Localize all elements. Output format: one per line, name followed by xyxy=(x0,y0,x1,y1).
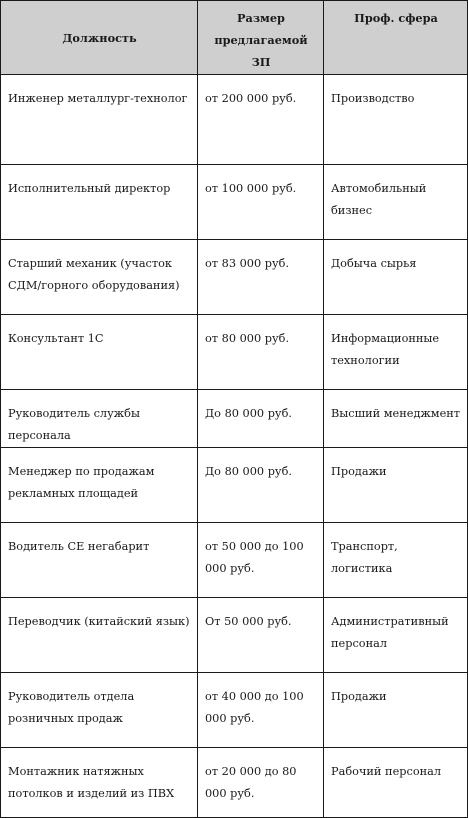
table-row xyxy=(1,75,468,165)
sphere-cell: Продажи xyxy=(324,673,468,748)
table-row xyxy=(1,748,468,818)
position-cell: Руководитель службы персонала xyxy=(1,390,198,448)
sphere-cell: Транспорт, логистика xyxy=(324,523,468,598)
salary-cell: от 80 000 руб. xyxy=(198,315,324,390)
salary-cell: от 83 000 руб. xyxy=(198,240,324,315)
sphere-cell: Автомобильный бизнес xyxy=(324,165,468,240)
sphere-cell: Административный персонал xyxy=(324,598,468,673)
sphere-cell: Рабочий персонал xyxy=(324,748,468,818)
sphere-cell: Производство xyxy=(324,75,468,165)
table-row xyxy=(1,673,468,748)
header-position: Должность xyxy=(1,1,198,75)
header-row xyxy=(1,1,468,75)
position-cell: Водитель СЕ негабарит xyxy=(1,523,198,598)
salary-cell: от 200 000 руб. xyxy=(198,75,324,165)
position-cell: Менеджер по продажам рекламных площадей xyxy=(1,448,198,523)
position-cell: Старший механик (участок СДМ/горного оборудования) xyxy=(1,240,198,315)
salary-cell: До 80 000 руб. xyxy=(198,448,324,523)
table-row xyxy=(1,448,468,523)
salary-cell: От 50 000 руб. xyxy=(198,598,324,673)
table-row xyxy=(1,240,468,315)
salary-cell: от 20 000 до 80 000 руб. xyxy=(198,748,324,818)
position-cell: Исполнительный директор xyxy=(1,165,198,240)
salary-cell: от 50 000 до 100 000 руб. xyxy=(198,523,324,598)
table-row xyxy=(1,598,468,673)
position-cell: Консультант 1С xyxy=(1,315,198,390)
salary-cell: от 40 000 до 100 000 руб. xyxy=(198,673,324,748)
table-body xyxy=(1,75,468,818)
table-header xyxy=(1,1,468,75)
sphere-cell: Добыча сырья xyxy=(324,240,468,315)
sphere-cell: Высший менеджмент xyxy=(324,390,468,448)
sphere-cell: Продажи xyxy=(324,448,468,523)
header-sphere: Проф. сфера xyxy=(324,1,468,75)
position-cell: Руководитель отдела розничных продаж xyxy=(1,673,198,748)
position-cell: Инженер металлург-технолог xyxy=(1,75,198,165)
sphere-cell: Информационные технологии xyxy=(324,315,468,390)
position-cell: Монтажник натяжных потолков и изделий из ПВХ xyxy=(1,748,198,818)
salary-cell: До 80 000 руб. xyxy=(198,390,324,448)
table-row xyxy=(1,390,468,448)
table-row xyxy=(1,523,468,598)
salary-cell: от 100 000 руб. xyxy=(198,165,324,240)
header-salary: Размер предлагаемой ЗП xyxy=(198,1,324,75)
table-row xyxy=(1,315,468,390)
table-row xyxy=(1,165,468,240)
position-cell: Переводчик (китайский язык) xyxy=(1,598,198,673)
